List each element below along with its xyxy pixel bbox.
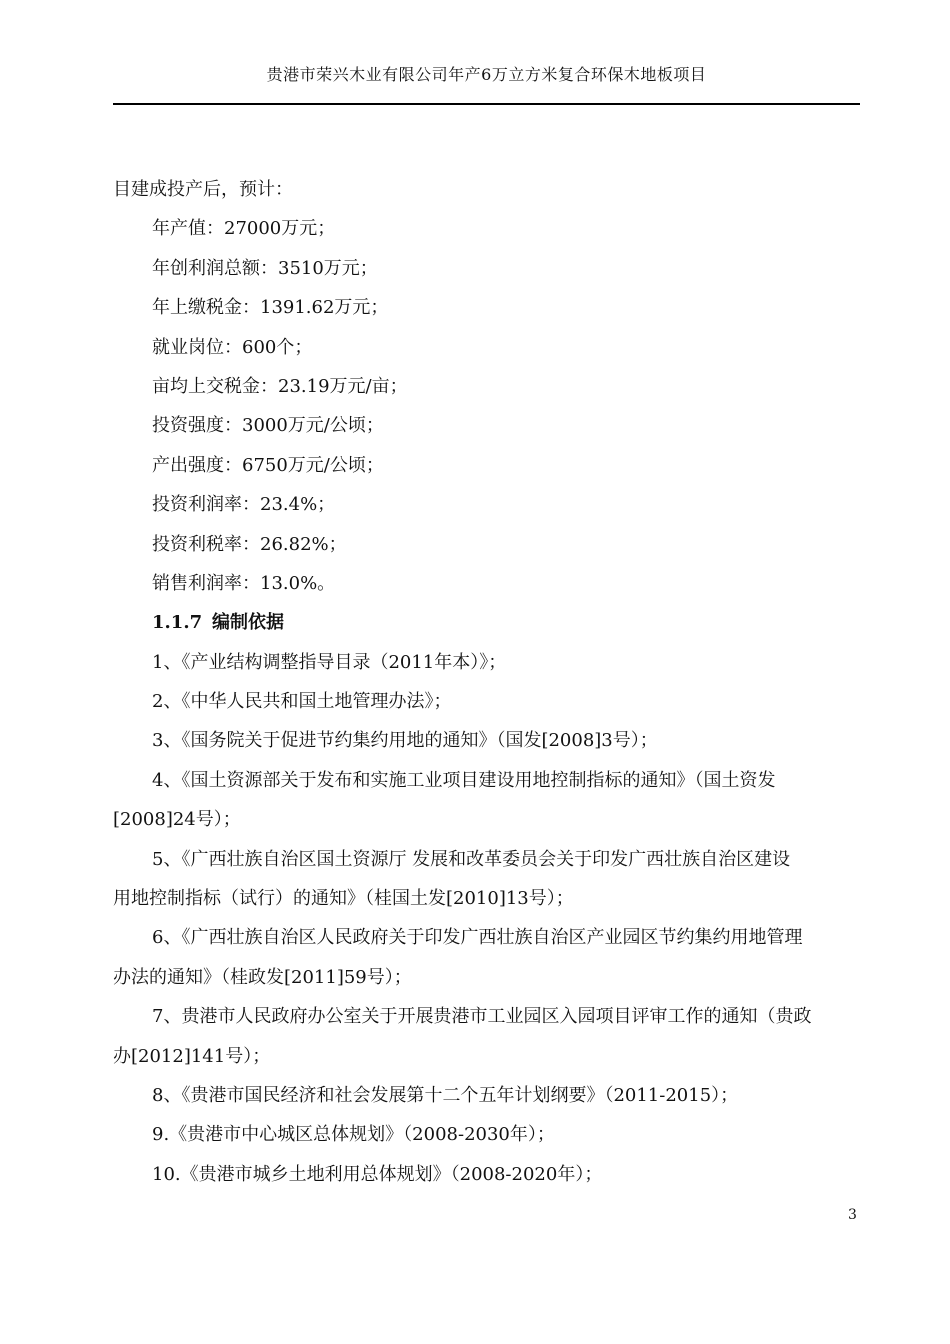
section-heading <box>113 603 860 642</box>
indicator-annual-output: 年产值：27000万元； <box>152 218 336 240</box>
reference-item: 2、《中华人民共和国土地管理办法》； <box>152 691 452 713</box>
reference-item: 5、《广西壮族自治区国土资源厅 发展和改革委员会关于印发广西壮族自治区建设 <box>152 848 791 870</box>
indicator-output-intensity: 产出强度：6750万元/公顷； <box>152 454 384 476</box>
reference-item: 9.《贵港市中心城区总体规划》（2008-2030年）； <box>152 1124 555 1146</box>
running-header: 贵港市荣兴木业有限公司年产6万立方米复合环保木地板项目 <box>266 65 707 84</box>
section-title: 编制依据 <box>212 612 284 634</box>
reference-item: 10.《贵港市城乡土地利用总体规划》（2008-2020年）； <box>152 1163 603 1185</box>
indicator-tax: 年上缴税金：1391.62万元； <box>152 297 389 319</box>
reference-item-continued: 办法的通知》（桂政发[2011]59号）； <box>113 966 412 988</box>
reference-item-continued: 办[2012]141号）； <box>113 1045 271 1067</box>
reference-item: 3、《国务院关于促进节约集约用地的通知》（国发[2008]3号）； <box>152 730 658 752</box>
indicator-roi-tax: 投资利税率：26.82%； <box>152 533 347 555</box>
indicator-investment-intensity: 投资强度：3000万元/公顷； <box>152 415 384 437</box>
header-rule <box>113 103 860 105</box>
section-number: 1.1.7 <box>152 612 203 634</box>
indicator-roi-profit: 投资利润率：23.4%； <box>152 494 336 516</box>
reference-item: 6、《广西壮族自治区人民政府关于印发广西壮族自治区产业园区节约集约用地管理 <box>152 927 803 949</box>
page-number: 3 <box>848 1207 857 1223</box>
body-line: 目建成投产后，预计： <box>113 179 293 200</box>
indicator-tax-per-mu: 亩均上交税金：23.19万元/亩； <box>152 375 408 397</box>
indicator-sales-margin: 销售利润率：13.0%。 <box>152 572 336 594</box>
indicator-total-profit: 年创利润总额：3510万元； <box>152 257 378 279</box>
reference-item: 4、《国土资源部关于发布和实施工业项目建设用地控制指标的通知》（国土资发 <box>152 769 776 791</box>
reference-item-continued: 用地控制指标（试行）的通知》（桂国土发[2010]13号）； <box>113 888 574 910</box>
document-body <box>113 170 860 1194</box>
indicator-jobs: 就业岗位：600个； <box>152 336 313 358</box>
reference-item: 8、《贵港市国民经济和社会发展第十二个五年计划纲要》（2011-2015）； <box>152 1084 739 1106</box>
reference-item: 7、贵港市人民政府办公室关于开展贵港市工业园区入园项目评审工作的通知（贵政 <box>152 1006 812 1028</box>
reference-item: 1、《产业结构调整指导目录（2011年本）》； <box>152 651 507 673</box>
reference-item-continued: [2008]24号）； <box>113 809 241 831</box>
